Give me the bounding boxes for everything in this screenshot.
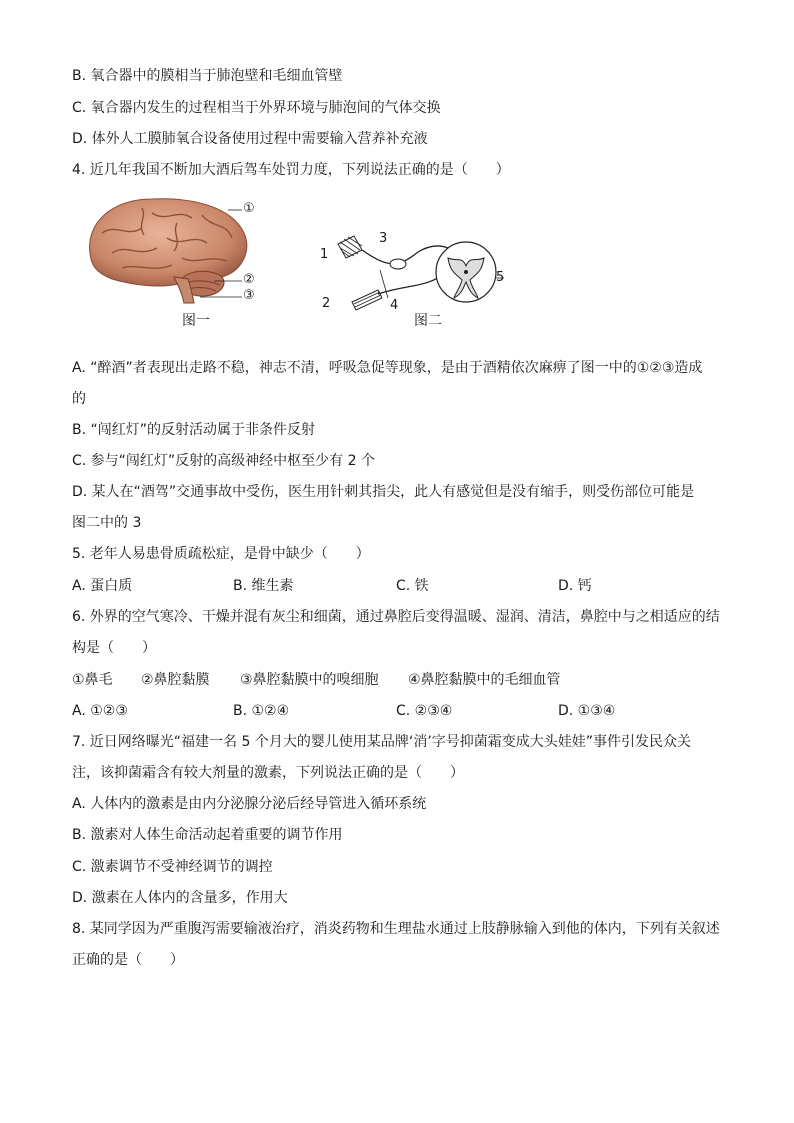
q4-option-a-line1: A. “醉酒”者表现出走路不稳，神志不清，呼吸急促等现象，是由于酒精依次麻痹了图一中的①②③造成 — [72, 360, 703, 376]
brain-label-1: ① — [243, 201, 255, 216]
q6-option-c: C. ②③④ — [396, 703, 453, 719]
reflex-label-3: 3 — [379, 231, 388, 246]
q6-stem-line1: 6. 外界的空气寒冷、干燥并混有灰尘和细菌，通过鼻腔后变得温暖、湿润、清洁，鼻腔中与之相适应的结 — [72, 609, 720, 625]
q3-option-d: D. 体外人工膜肺氧合设备使用过程中需要输入营养补充液 — [72, 131, 428, 147]
q7-option-a: A. 人体内的激素是由内分泌腺分泌后经导管进入循环系统 — [72, 796, 427, 812]
q5-option-b: B. 维生素 — [233, 578, 294, 594]
q5-stem: 5. 老年人易患骨质疏松症，是骨中缺少（ ） — [72, 546, 370, 562]
skin-receptor-shape — [338, 236, 362, 258]
q6-option-d: D. ①③④ — [558, 703, 616, 719]
q4-stem: 4. 近几年我国不断加大酒后驾车处罚力度，下列说法正确的是（ ） — [72, 162, 510, 178]
reflex-label-2: 2 — [322, 296, 331, 311]
q8-stem-line2: 正确的是（ ） — [72, 952, 184, 968]
q6-item-2: ②鼻腔黏膜 — [141, 672, 210, 688]
q7-stem-line2: 注，该抑菌霜含有较大剂量的激素，下列说法正确的是（ ） — [72, 765, 464, 781]
q6-item-4: ④鼻腔黏膜中的毛细血管 — [408, 672, 561, 688]
label-line-4 — [380, 270, 388, 298]
q4-option-d-line2: 图二中的 3 — [72, 515, 142, 531]
q4-option-a-line2: 的 — [72, 391, 86, 407]
q6-item-3: ③鼻腔黏膜中的嗅细胞 — [240, 672, 379, 688]
q3-option-c: C. 氧合器内发生的过程相当于外界环境与肺泡间的气体交换 — [72, 100, 441, 116]
q6-stem-line2: 构是（ ） — [72, 640, 156, 656]
figure-1-caption: 图一 — [182, 313, 210, 329]
muscle-effector-shape — [352, 290, 382, 310]
q8-stem-line1: 8. 某同学因为严重腹泻需要输液治疗，消炎药物和生理盐水通过上肢静脉输入到他的体内，下列有关叙述 — [72, 921, 720, 937]
cerebrum-shape — [90, 199, 247, 286]
q5-option-a: A. 蛋白质 — [72, 578, 133, 594]
reflex-label-4: 4 — [390, 298, 399, 313]
q7-stem-line1: 7. 近日网络曝光“福建一名 5 个月大的婴儿使用某品牌‘消’字号抑菌霜变成大头娃娃”事件引发民众关 — [72, 734, 692, 750]
nerve-fibers-shape — [362, 246, 448, 294]
q7-option-c: C. 激素调节不受神经调节的调控 — [72, 859, 273, 875]
spinal-cord-shape — [436, 242, 496, 302]
q4-option-d-line1: D. 某人在“酒驾”交通事故中受伤，医生用针刺其指尖，此人有感觉但是没有缩手，则受伤部位可能是 — [72, 484, 695, 500]
brain-label-2: ② — [243, 272, 255, 287]
q7-option-b: B. 激素对人体生命活动起着重要的调节作用 — [72, 827, 343, 843]
reflex-label-1: 1 — [320, 247, 329, 262]
reflex-label-5: 5 — [496, 270, 505, 285]
q5-option-d: D. 钙 — [558, 578, 592, 594]
q4-option-b: B. “闯红灯”的反射活动属于非条件反射 — [72, 422, 316, 438]
reflex-arc-figure — [318, 228, 518, 320]
q6-option-a: A. ①②③ — [72, 703, 128, 719]
q6-option-b: B. ①②④ — [233, 703, 290, 719]
q6-item-1: ①鼻毛 — [72, 672, 113, 688]
q4-option-c: C. 参与“闯红灯”反射的高级神经中枢至少有 2 个 — [72, 453, 375, 469]
q3-option-b: B. 氧合器中的膜相当于肺泡壁和毛细血管壁 — [72, 68, 343, 84]
brain-label-3: ③ — [243, 288, 255, 303]
figure-2-caption: 图二 — [414, 313, 442, 329]
q5-option-c: C. 铁 — [396, 578, 429, 594]
q7-option-d: D. 激素在人体内的含量多，作用大 — [72, 890, 288, 906]
